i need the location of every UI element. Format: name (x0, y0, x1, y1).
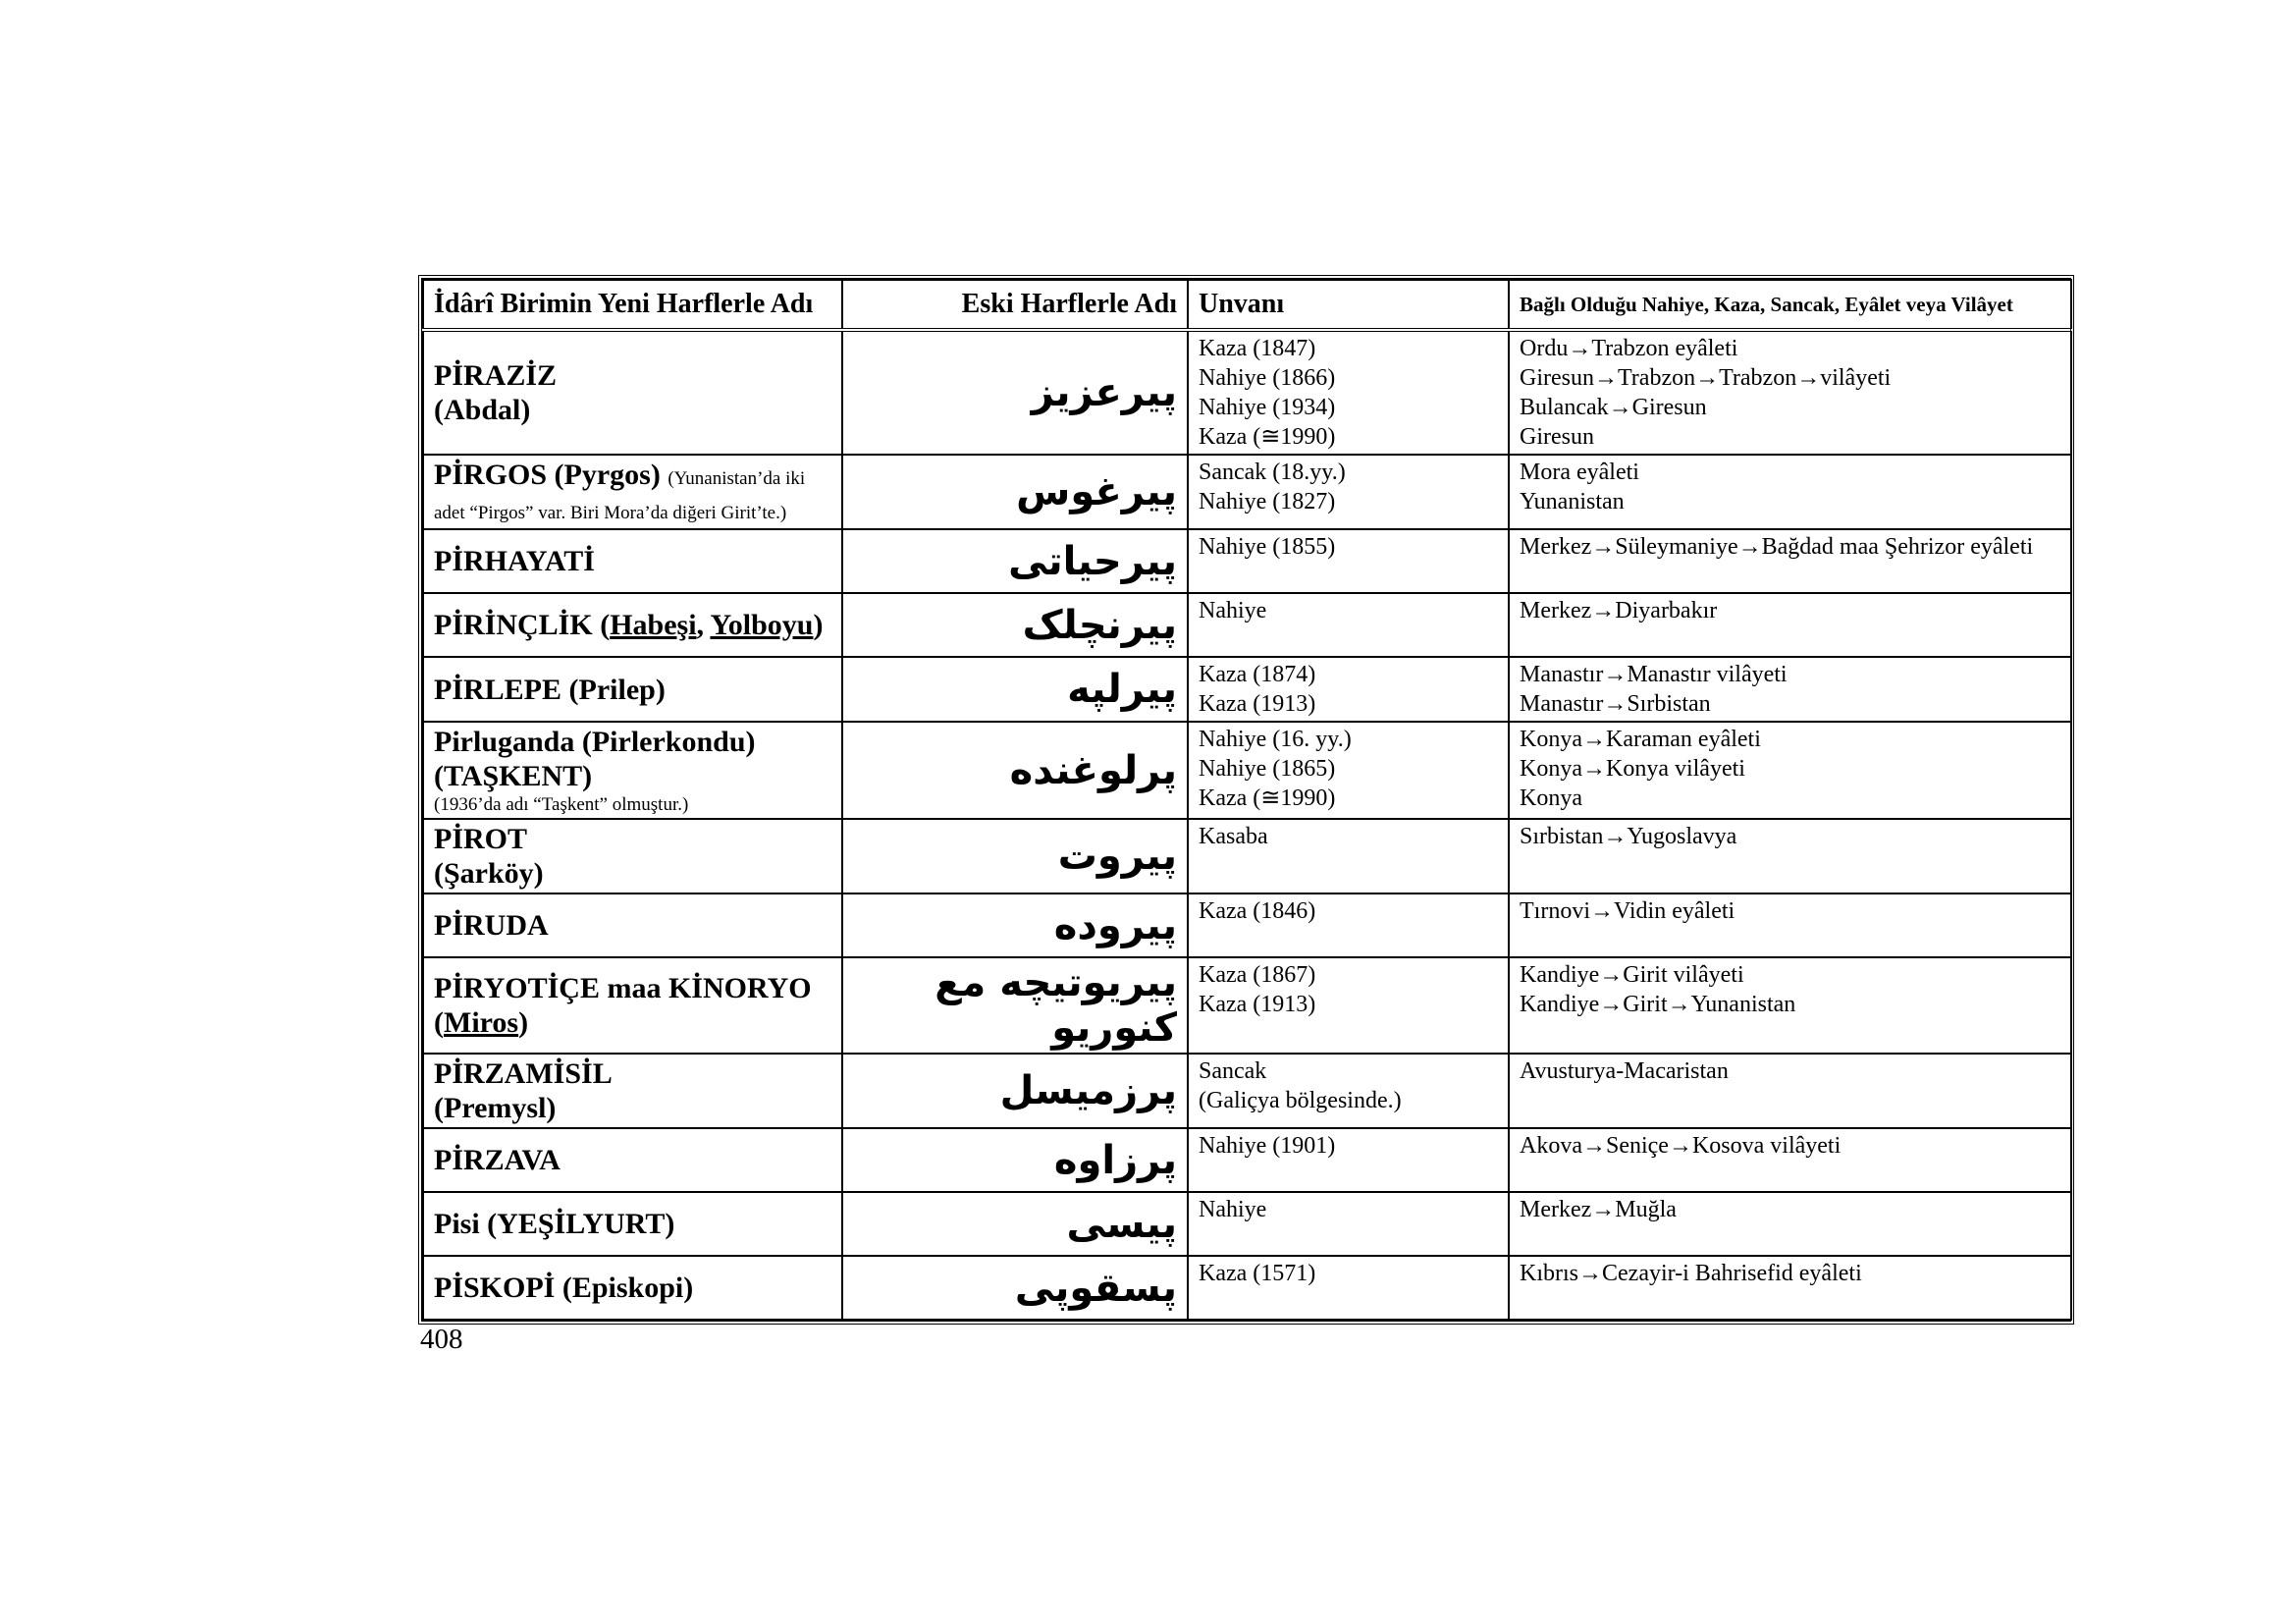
new-name: PİRGOS (Pyrgos) (434, 459, 661, 491)
alt-name-underlined: Habeşi (610, 609, 697, 641)
new-name-cell (423, 1128, 842, 1192)
affiliation-entry: Manastır→Sırbistan (1520, 691, 1711, 717)
alt-name: (Şarköy) (434, 857, 544, 890)
affiliation-entry: Sırbistan→Yugoslavya (1520, 824, 1737, 849)
affiliation-entry: Mora eyâleti (1520, 460, 1639, 485)
header-old-name: Eski Harflerle Adı (842, 280, 1188, 330)
new-name: PİRHAYATİ (434, 545, 595, 577)
affiliation-entry: Giresun→Trabzon→Trabzon→vilâyeti (1520, 365, 1892, 391)
title-cell (1188, 330, 1509, 455)
title-entry: Kaza (1874) (1199, 662, 1316, 687)
new-name: PİSKOPİ (Episkopi) (434, 1272, 694, 1304)
old-script-name: پیسی (842, 1192, 1188, 1256)
old-script-name: پرلوغنده (842, 722, 1188, 819)
alt-name-underlined: Yolboyu (710, 609, 814, 641)
table-row (423, 1256, 2071, 1320)
affiliation-cell (1509, 657, 2071, 722)
affiliation-entry: Merkez→Süleymaniye→Bağdad maa Şehrizor eyâleti (1520, 534, 2034, 560)
new-name: PİRZAVA (434, 1144, 561, 1176)
table-row (423, 819, 2071, 893)
affiliation-entry: Manastır→Manastır vilâyeti (1520, 662, 1788, 687)
affiliation-entry: Konya→Konya vilâyeti (1520, 756, 1745, 782)
affiliation-cell (1509, 1256, 2071, 1320)
table-row (423, 1054, 2071, 1128)
header-new-name: İdârî Birimin Yeni Harflerle Adı (423, 280, 842, 330)
new-name: PİRLEPE (Prilep) (434, 673, 666, 706)
affiliation-entry: Kıbrıs→Cezayir-i Bahrisefid eyâleti (1520, 1261, 1862, 1286)
title-entry: Sancak (1199, 1058, 1267, 1084)
title-entry: Nahiye (1199, 598, 1267, 623)
title-cell (1188, 593, 1509, 657)
title-entry: Kaza (1913) (1199, 992, 1316, 1017)
header-title: Unvanı (1188, 280, 1509, 330)
affiliation-entry: Giresun (1520, 424, 1594, 450)
title-entry: Kaza (1847) (1199, 336, 1316, 361)
title-entry: Nahiye (1827) (1199, 489, 1336, 514)
new-name-cell (423, 722, 842, 819)
new-name-cell (423, 1256, 842, 1320)
new-name-cell (423, 1192, 842, 1256)
table-row (423, 593, 2071, 657)
title-cell (1188, 819, 1509, 893)
title-entry: Nahiye (1855) (1199, 534, 1336, 560)
new-name-cell (423, 529, 842, 593)
title-cell (1188, 1054, 1509, 1128)
affiliation-entry: Avusturya-Macaristan (1520, 1058, 1729, 1084)
new-name: Pirluganda (Pirlerkondu) (434, 726, 756, 758)
title-entry: Kaza (1846) (1199, 898, 1316, 924)
affiliation-cell (1509, 722, 2071, 819)
table-row (423, 722, 2071, 819)
old-script-name: پیرلپه (842, 657, 1188, 722)
affiliation-entry: Merkez→Diyarbakır (1520, 598, 1718, 623)
title-entry: Kaza (≅1990) (1199, 785, 1336, 811)
header-row (423, 280, 2071, 330)
new-name-cell (423, 330, 842, 455)
affiliation-cell (1509, 1192, 2071, 1256)
new-name-cell (423, 455, 842, 529)
table-row (423, 330, 2071, 455)
affiliation-entry: Akova→Seniçe→Kosova vilâyeti (1520, 1133, 1842, 1159)
new-name-cell (423, 657, 842, 722)
title-entry: Kaza (1571) (1199, 1261, 1316, 1286)
current-name: (TAŞKENT) (434, 760, 593, 792)
affiliation-entry: Kandiye→Girit→Yunanistan (1520, 992, 1796, 1017)
old-script-name: پیروت (842, 819, 1188, 893)
header-affiliation: Bağlı Olduğu Nahiye, Kaza, Sancak, Eyâlet veya Vilâyet (1509, 280, 2071, 330)
new-name-cell (423, 819, 842, 893)
table-row (423, 1128, 2071, 1192)
old-script-name: پرزاوه (842, 1128, 1188, 1192)
affiliation-cell (1509, 819, 2071, 893)
title-entry: Nahiye (1866) (1199, 365, 1336, 391)
alt-name: (Miros) (434, 1006, 529, 1039)
old-script-name: پیریوتیچه مع کنوریو (842, 957, 1188, 1054)
title-entry: (Galiçya bölgesinde.) (1199, 1088, 1402, 1113)
page-number: 408 (420, 1324, 463, 1355)
name-note: (Yunanistan’da iki adet “Pirgos” var. Biri Mora’da diğeri Girit’te.) (434, 468, 806, 523)
old-script-name: پسقوپی (842, 1256, 1188, 1320)
new-name-part: PİRİNÇLİK ( (434, 609, 611, 641)
table-row (423, 957, 2071, 1054)
title-entry: Nahiye (1865) (1199, 756, 1336, 782)
title-cell (1188, 529, 1509, 593)
old-script-name: پرزمیسل (842, 1054, 1188, 1128)
name-separator: , (696, 609, 711, 641)
title-entry: Nahiye (1199, 1197, 1267, 1222)
title-entry: Nahiye (1934) (1199, 395, 1336, 420)
affiliation-entry: Konya (1520, 785, 1582, 811)
affiliation-entry: Yunanistan (1520, 489, 1625, 514)
affiliation-cell (1509, 893, 2071, 957)
title-entry: Kaza (1867) (1199, 962, 1316, 988)
affiliation-entry: Kandiye→Girit vilâyeti (1520, 962, 1744, 988)
table-row (423, 455, 2071, 529)
affiliation-entry: Tırnovi→Vidin eyâleti (1520, 898, 1735, 924)
new-name-cell (423, 893, 842, 957)
title-entry: Sancak (18.yy.) (1199, 460, 1346, 485)
title-cell (1188, 657, 1509, 722)
title-cell (1188, 722, 1509, 819)
alt-name: (Premysl) (434, 1092, 557, 1124)
title-cell (1188, 1128, 1509, 1192)
new-name-part: ) (813, 609, 824, 641)
affiliation-entry: Bulancak→Giresun (1520, 395, 1707, 420)
title-cell (1188, 1256, 1509, 1320)
new-name-cell (423, 957, 842, 1054)
name-note: (1936’da adı “Taşkent” olmuştur.) (434, 794, 689, 815)
title-entry: Kaza (1913) (1199, 691, 1316, 717)
affiliation-cell (1509, 1128, 2071, 1192)
new-name: PİRYOTİÇE maa KİNORYO (434, 972, 812, 1004)
affiliation-cell (1509, 957, 2071, 1054)
title-cell (1188, 957, 1509, 1054)
alt-name-underlined: Miros (444, 1006, 519, 1039)
title-entry: Kaza (≅1990) (1199, 424, 1336, 450)
new-name-cell (423, 1054, 842, 1128)
new-name: PİRZAMİSİL (434, 1057, 613, 1090)
title-entry: Nahiye (16. yy.) (1199, 727, 1352, 752)
title-cell (1188, 1192, 1509, 1256)
table-row (423, 893, 2071, 957)
affiliation-cell (1509, 455, 2071, 529)
affiliation-entry: Ordu→Trabzon eyâleti (1520, 336, 1738, 361)
old-script-name: پیرنچلک (842, 593, 1188, 657)
table-row (423, 529, 2071, 593)
new-name: PİROT (434, 823, 528, 855)
old-script-name: پیرحیاتی (842, 529, 1188, 593)
new-name: Pisi (YEŞİLYURT) (434, 1208, 675, 1240)
affiliation-cell (1509, 593, 2071, 657)
old-script-name: پیرغوس (842, 455, 1188, 529)
new-name: PİRUDA (434, 909, 549, 942)
title-entry: Kasaba (1199, 824, 1268, 849)
affiliation-entry: Merkez→Muğla (1520, 1197, 1677, 1222)
table-row (423, 657, 2071, 722)
title-cell (1188, 455, 1509, 529)
new-name: PİRAZİZ (434, 359, 558, 392)
gazetteer-table (418, 275, 2074, 1325)
alt-name: (Abdal) (434, 394, 531, 426)
table-row (423, 1192, 2071, 1256)
affiliation-cell (1509, 330, 2071, 455)
affiliation-cell (1509, 1054, 2071, 1128)
affiliation-cell (1509, 529, 2071, 593)
title-entry: Nahiye (1901) (1199, 1133, 1336, 1159)
new-name-cell (423, 593, 842, 657)
title-cell (1188, 893, 1509, 957)
affiliation-entry: Konya→Karaman eyâleti (1520, 727, 1761, 752)
old-script-name: پیرعزیز (842, 330, 1188, 455)
old-script-name: پیروده (842, 893, 1188, 957)
